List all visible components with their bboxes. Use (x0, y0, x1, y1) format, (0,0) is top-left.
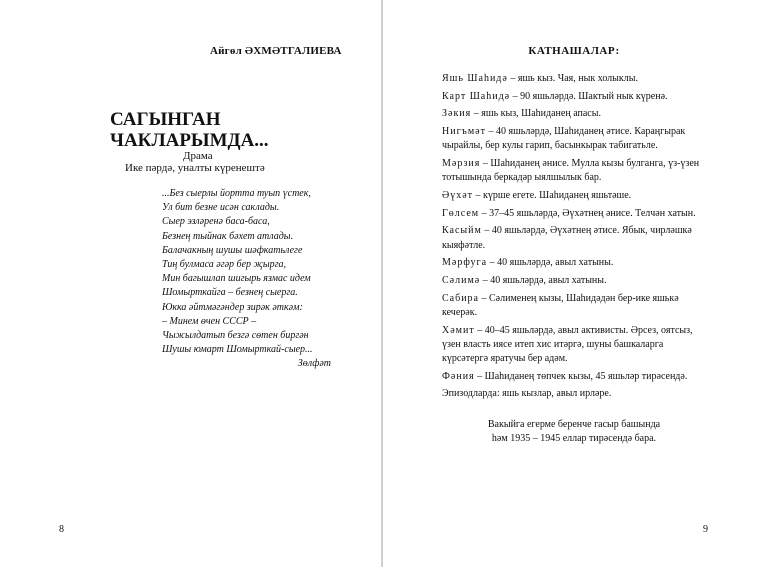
play-structure: Ике пәрдә, уналты күренештә (125, 162, 265, 174)
right-page (383, 0, 765, 567)
character-description: – 40 яшьләрдә, авыл хатыны. (480, 274, 607, 286)
epigraph-line: ...Без сыерлы йортта туып үстек, (162, 188, 311, 199)
epigraph-line: – Минем өчен СССР – (162, 315, 257, 327)
play-title-line2: ЧАКЛАРЫМДА... (110, 130, 269, 151)
character-name: Зәкия (442, 108, 472, 120)
cast-heading: КАТНАШАЛАР: (528, 45, 620, 57)
character-name: Хәмит (442, 324, 475, 336)
character-name: Касыйм (442, 225, 482, 237)
page-number-left: 8 (59, 524, 64, 535)
play-title (110, 109, 280, 151)
character-name: Мәрзия (442, 158, 481, 170)
epigraph-line: Чыжылдатып безгә сөтен биргән (162, 330, 309, 342)
character-name: Сәлимә (442, 274, 481, 286)
epigraph (162, 187, 337, 372)
epigraph-line: Безнең тыйнак бәхет атлады. (162, 230, 294, 242)
setting-note-line1: Вакыйга егерме беренче гасыр башында (487, 419, 661, 430)
epigraph-line: Мин багышлап шигырь язмас идем (162, 273, 311, 285)
character-description: – Шаһиданең әнисе. Мулла кызы булганга, үз-үзен тотышында беркадәр ыялшылык бар. (442, 158, 700, 184)
cast-entry (442, 224, 704, 252)
character-description: Эпизодларда: яшь кызлар, авыл ирләре. (442, 388, 612, 400)
setting-note (443, 418, 705, 446)
cast-list (442, 72, 704, 402)
character-description: – яшь кыз, Шаһиданең апасы. (471, 108, 601, 120)
character-name: Сабира (442, 292, 479, 304)
epigraph-line: Шомырткайга – безнең сыерга. (162, 287, 298, 299)
cast-entry (442, 189, 704, 203)
cast-entry-episodes (442, 387, 704, 401)
cast-entry (442, 90, 704, 104)
character-description: – 90 яшьләрдә. Шактый нык күренә. (510, 90, 668, 102)
epigraph-line: Шушы юмарт Шомырткай-сыер... (162, 344, 313, 356)
cast-entry (442, 324, 704, 367)
play-title-line1: САГЫНГАН (110, 109, 221, 130)
character-description: – 40 яшьләрдә, Шаһиданең әтисе. Караңгырак чырайлы, бер кулы гарип, басынкырак табигатьле. (442, 126, 686, 152)
cast-entry (442, 292, 704, 320)
character-description: – Сәлименең кызы, Шаһидәдән бер-ике яшькә кечерәк. (442, 292, 679, 318)
cast-entry (442, 207, 704, 221)
epigraph-line: Юкка әйтмәгәндер зирәк әткәм: (162, 301, 303, 313)
epigraph-line: Сыер эзләренә баса-баса, (162, 216, 270, 228)
cast-entry (442, 256, 704, 270)
cast-entry (442, 107, 704, 121)
cast-entry (442, 370, 704, 384)
character-name: Яшь Шаһидә (442, 73, 508, 84)
character-description: – 37–45 яшьләрдә, Әүхәтнең әнисе. Телчән хатын. (479, 207, 696, 219)
epigraph-line: Ул бит безне исән саклады. (162, 202, 280, 214)
cast-entry (442, 157, 704, 185)
character-name: Карт Шаһидә (442, 90, 511, 102)
character-name: Нигъмәт (442, 126, 486, 138)
character-description: – яшь кыз. Чая, нык холыклы. (507, 73, 638, 84)
epigraph-line: Балачакның шушы шәфкатьлеге (162, 244, 303, 256)
epigraph-line: Тиң булмаса әгәр бер җырга, (162, 259, 286, 271)
character-name: Әүхәт (442, 189, 474, 201)
epigraph-author: Зөлфәт (297, 358, 331, 370)
character-name: Фәния (442, 370, 475, 382)
cast-entry (442, 274, 704, 288)
page-number-right: 9 (703, 524, 708, 535)
character-description: – 40 яшьләрдә, авыл хатыны. (487, 257, 614, 269)
character-description: – күрше егете. Шаһиданең яшьтәше. (473, 189, 632, 201)
running-head-author: Айгөл ӘХМӘТГАЛИЕВА (210, 45, 342, 57)
character-description: – 40 яшьләрдә, Әүхәтнең әтисе. Ябык, чирләшкә кыяфәтле. (442, 225, 692, 251)
setting-note-line2: һәм 1935 – 1945 еллар тирәсендә бара. (491, 433, 657, 444)
character-description: – 40–45 яшьләрдә, авыл активисты. Әрсез, оятсыз, үзен власть иясе итеп хис итәргә, шуны башкаларга күрсәтергә яратучы бер адәм. (442, 324, 693, 364)
cast-entry (442, 72, 704, 86)
character-name: Гөлсем (442, 207, 480, 219)
play-genre: Драма (183, 150, 213, 162)
character-name: Мәрфуга (442, 257, 488, 269)
left-page (0, 0, 381, 567)
character-description: – Шаһиданең төпчек кызы, 45 яшьләр тирәсендә. (474, 370, 688, 382)
cast-entry (442, 125, 704, 153)
